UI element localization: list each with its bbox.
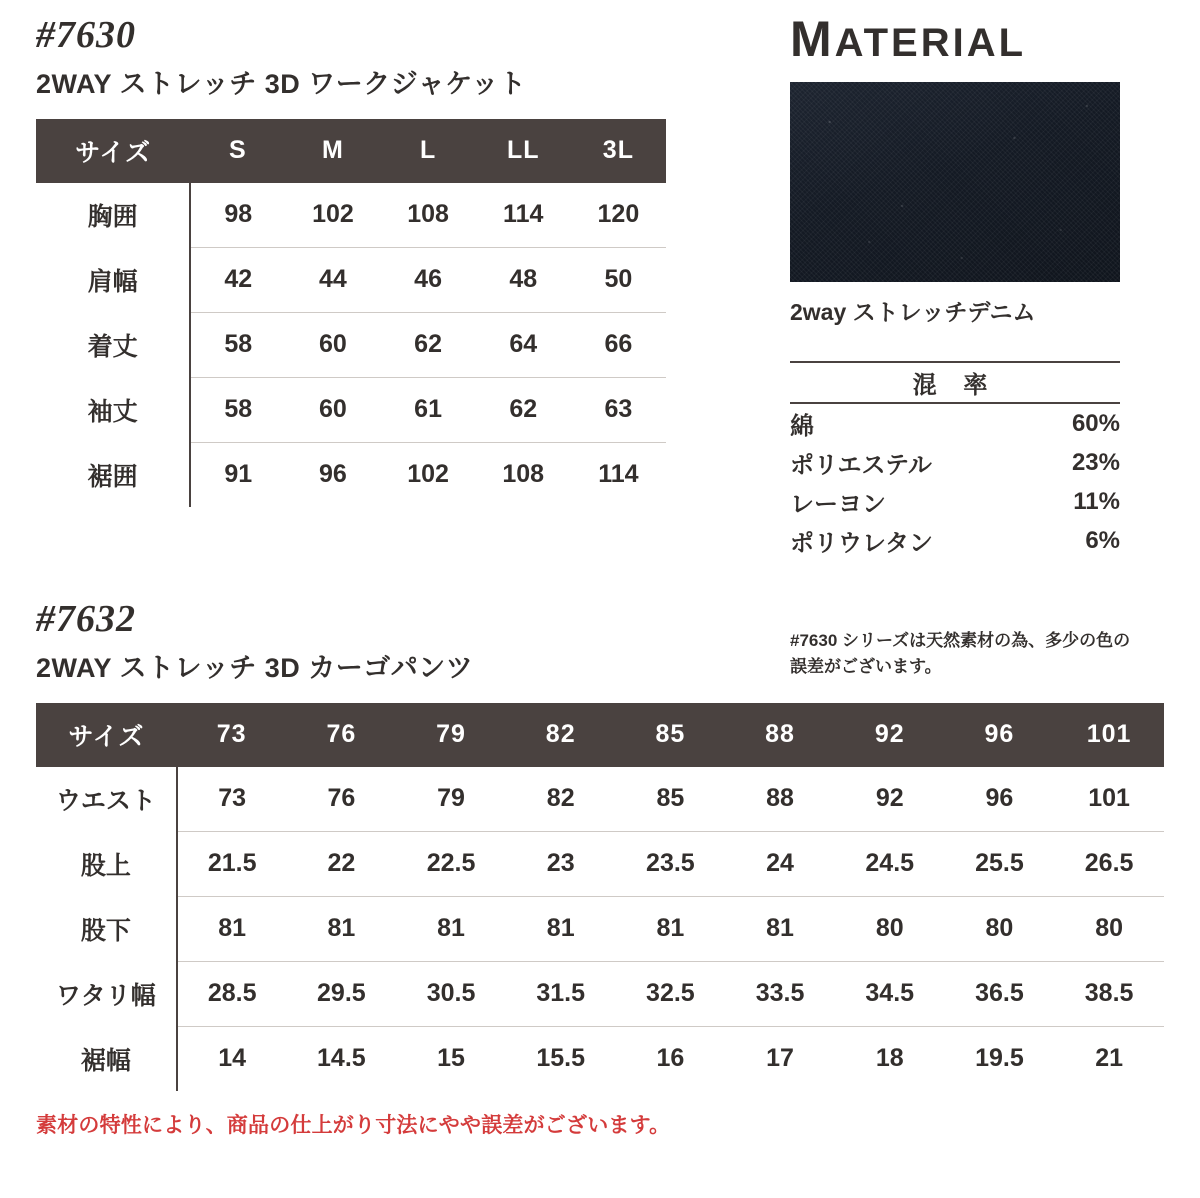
cell: 96 — [945, 767, 1055, 832]
composition-row — [790, 521, 1120, 560]
jacket-section — [36, 16, 666, 507]
cell: 60 — [285, 377, 380, 442]
cell: 24 — [725, 831, 835, 896]
cell: 17 — [766, 1044, 794, 1073]
cell: 26.5 — [1054, 831, 1164, 896]
cell: 81 — [506, 896, 616, 961]
cell: 63 — [571, 377, 666, 442]
composition-value: 23% — [1071, 448, 1120, 476]
table-row — [36, 377, 666, 442]
pants-product-title: 2WAY ストレッチ 3D カーゴパンツ — [36, 652, 474, 683]
cell: 76 — [287, 767, 397, 832]
row-label: 袖丈 — [36, 377, 190, 442]
cell: 58 — [190, 312, 285, 377]
composition-table — [790, 361, 1120, 560]
composition-row — [790, 482, 1120, 521]
composition-value: 11% — [1073, 487, 1120, 515]
cell: 85 — [616, 767, 726, 832]
material-heading — [790, 11, 1130, 67]
cell: 80 — [1054, 896, 1164, 961]
row-label: 股下 — [36, 896, 177, 961]
row-label: 裾囲 — [36, 442, 190, 507]
row-label: ウエスト — [36, 767, 177, 832]
column-header: 85 — [616, 703, 726, 767]
cell: 18 — [875, 1044, 904, 1073]
jacket-product-code: #7630 — [36, 14, 136, 56]
pants-size-table — [36, 703, 1164, 1091]
cell: 81 — [616, 896, 726, 961]
table-row — [36, 767, 1164, 832]
row-label: ワタリ幅 — [36, 961, 177, 1026]
cell: 102 — [407, 460, 449, 489]
swatch-caption: 2way ストレッチデニム — [790, 299, 1036, 325]
column-header: サイズ — [36, 119, 190, 183]
column-header: 76 — [287, 703, 397, 767]
row-label: 裾幅 — [36, 1026, 177, 1091]
cell: 80 — [945, 896, 1055, 961]
column-header: サイズ — [36, 703, 177, 767]
material-heading-initial: M — [790, 11, 835, 67]
composition-name: ポリウレタン — [790, 530, 934, 557]
cell: 14 — [218, 1044, 247, 1073]
table-row — [36, 961, 1164, 1026]
cell: 81 — [725, 896, 835, 961]
cell: 36.5 — [945, 961, 1055, 1026]
cell: 64 — [476, 312, 571, 377]
cell: 21 — [1095, 1044, 1124, 1073]
composition-name: ポリエステル — [790, 452, 932, 479]
pants-product-code: #7632 — [36, 598, 136, 640]
cell: 34.5 — [835, 961, 945, 1026]
cell: 81 — [287, 896, 397, 961]
table-row — [36, 183, 666, 248]
composition-header-row — [790, 362, 1120, 403]
table-row — [36, 1026, 1164, 1091]
cell: 98 — [190, 183, 285, 248]
cell: 44 — [285, 247, 380, 312]
column-header: 3L — [571, 119, 666, 183]
pants-section — [36, 600, 1164, 1139]
cell: 91 — [224, 460, 253, 489]
cell: 108 — [381, 183, 476, 248]
cell: 101 — [1054, 767, 1164, 832]
column-header: LL — [476, 119, 571, 183]
table-header-row — [36, 703, 1164, 767]
cell: 32.5 — [616, 961, 726, 1026]
cell: 60 — [285, 312, 380, 377]
cell: 62 — [476, 377, 571, 442]
table-row — [36, 247, 666, 312]
cell: 28.5 — [177, 961, 287, 1026]
cell: 102 — [285, 183, 380, 248]
column-header: L — [381, 119, 476, 183]
measurement-note: 素材の特性により、商品の仕上がり寸法にやや誤差がございます。 — [36, 1113, 671, 1137]
composition-row — [790, 403, 1120, 443]
composition-value: 60% — [1071, 409, 1120, 437]
composition-heading: 混 率 — [790, 362, 1120, 403]
cell: 31.5 — [506, 961, 616, 1026]
row-label: 着丈 — [36, 312, 190, 377]
table-row — [36, 442, 666, 507]
column-header: 92 — [835, 703, 945, 767]
cell: 81 — [396, 896, 506, 961]
cell: 25.5 — [945, 831, 1055, 896]
cell: 15 — [437, 1044, 465, 1073]
column-header: 79 — [396, 703, 506, 767]
cell: 58 — [190, 377, 285, 442]
cell: 24.5 — [835, 831, 945, 896]
cell: 46 — [381, 247, 476, 312]
cell: 61 — [381, 377, 476, 442]
jacket-size-table — [36, 119, 666, 507]
cell: 23.5 — [616, 831, 726, 896]
cell: 21.5 — [177, 831, 287, 896]
table-header-row — [36, 119, 666, 183]
column-header: M — [285, 119, 380, 183]
cell: 96 — [319, 460, 347, 489]
column-header: S — [190, 119, 285, 183]
row-label: 肩幅 — [36, 247, 190, 312]
composition-value: 6% — [1085, 526, 1120, 554]
cell: 114 — [598, 460, 639, 489]
cell: 16 — [656, 1044, 685, 1073]
cell: 30.5 — [396, 961, 506, 1026]
cell: 50 — [571, 247, 666, 312]
jacket-product-title: 2WAY ストレッチ 3D ワークジャケット — [36, 68, 527, 99]
cell: 23 — [506, 831, 616, 896]
column-header: 88 — [725, 703, 835, 767]
cell: 29.5 — [287, 961, 397, 1026]
material-disclaimer: #7630 シリーズは天然素材の為、多少の色の誤差がございます。 — [790, 631, 1131, 676]
cell: 92 — [835, 767, 945, 832]
cell: 33.5 — [725, 961, 835, 1026]
cell: 73 — [177, 767, 287, 832]
cell: 48 — [476, 247, 571, 312]
row-label: 股上 — [36, 831, 177, 896]
table-row — [36, 831, 1164, 896]
cell: 62 — [381, 312, 476, 377]
cell: 81 — [177, 896, 287, 961]
composition-row — [790, 443, 1120, 482]
row-label: 胸囲 — [36, 183, 190, 248]
cell: 114 — [476, 183, 571, 248]
cell: 80 — [835, 896, 945, 961]
cell: 66 — [571, 312, 666, 377]
table-row — [36, 896, 1164, 961]
cell: 38.5 — [1054, 961, 1164, 1026]
cell: 108 — [502, 460, 545, 489]
cell: 22 — [287, 831, 397, 896]
cell: 79 — [396, 767, 506, 832]
material-section — [790, 11, 1130, 560]
denim-fabric-swatch — [790, 82, 1120, 282]
composition-name: 綿 — [790, 413, 814, 440]
cell: 15.5 — [536, 1044, 586, 1073]
cell: 14.5 — [317, 1044, 366, 1073]
cell: 120 — [571, 183, 666, 248]
cell: 42 — [190, 247, 285, 312]
composition-name: レーヨン — [790, 491, 886, 518]
table-row — [36, 312, 666, 377]
cell: 88 — [725, 767, 835, 832]
column-header: 73 — [177, 703, 287, 767]
column-header: 101 — [1054, 703, 1164, 767]
cell: 19.5 — [975, 1044, 1024, 1073]
column-header: 82 — [506, 703, 616, 767]
cell: 82 — [506, 767, 616, 832]
material-heading-rest: ATERIAL — [834, 21, 1027, 65]
cell: 22.5 — [396, 831, 506, 896]
column-header: 96 — [945, 703, 1055, 767]
